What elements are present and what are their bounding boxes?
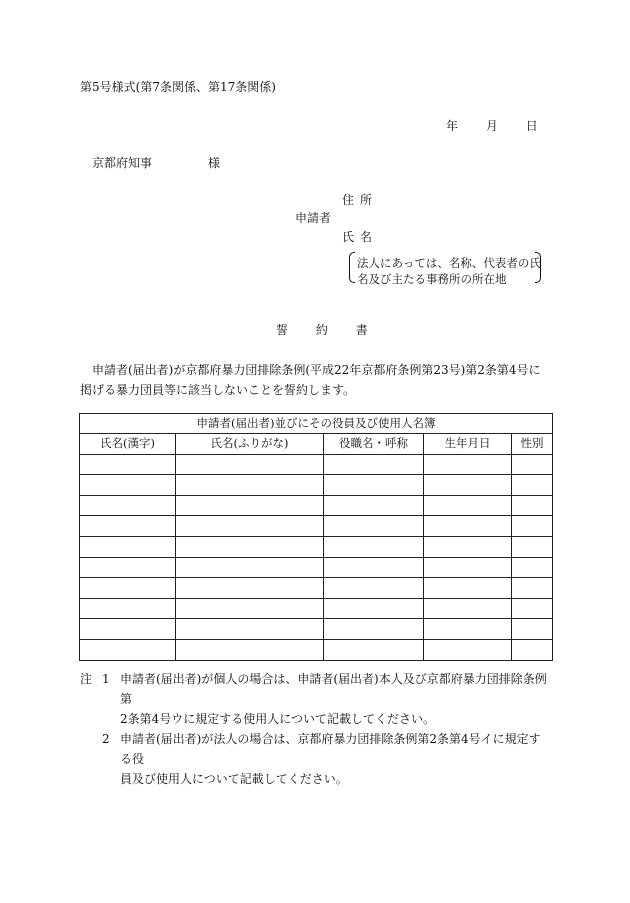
table-cell[interactable] [512,536,553,557]
table-row [80,578,553,599]
table-cell[interactable] [176,536,324,557]
table-cell[interactable] [80,619,176,640]
bracket-left [349,252,355,283]
table-row [80,598,553,619]
address-label: 住所 [342,193,379,207]
table-cell[interactable] [512,639,553,660]
note-number: 2 [102,732,110,746]
corporate-note [349,252,541,286]
table-cell[interactable] [80,454,176,475]
table-cell[interactable] [324,598,424,619]
table-cell[interactable] [512,475,553,496]
table-cell[interactable] [424,454,512,475]
table-cell[interactable] [80,495,176,516]
table-cell[interactable] [424,516,512,537]
table-cell[interactable] [424,495,512,516]
table-cell[interactable] [80,578,176,599]
name-label: 氏名 [342,230,379,244]
addressee [92,156,221,170]
applicant-label: 申請者 [295,211,332,225]
table-cell[interactable] [176,454,324,475]
date-year-label: 年 [446,119,459,133]
note-number: 1 [102,672,110,686]
table-row [80,639,553,660]
col-name-furigana: 氏名(ふりがな) [176,434,324,455]
table-cell[interactable] [176,578,324,599]
table-cell[interactable] [512,578,553,599]
col-birthdate: 生年月日 [424,434,512,455]
notes [80,669,552,789]
table-row [80,495,553,516]
table-cell[interactable] [324,639,424,660]
table-cell[interactable] [324,454,424,475]
form-number: 第5号様式(第7条関係、第17条関係) [80,80,276,94]
table-cell[interactable] [176,495,324,516]
roster-table [79,413,553,661]
table-cell[interactable] [512,557,553,578]
note-item [80,669,552,729]
table-cell[interactable] [324,536,424,557]
table-row [80,454,553,475]
table-cell[interactable] [176,619,324,640]
addressee-name: 京都府知事 [92,156,153,170]
roster-caption: 申請者(届出者)並びにその役員及び使用人名簿 [80,414,553,434]
table-cell[interactable] [176,598,324,619]
table-cell[interactable] [324,578,424,599]
roster-header-row [80,434,553,455]
note-item [80,729,552,789]
date-line [446,120,538,132]
col-title: 役職名・呼称 [324,434,424,455]
table-cell[interactable] [424,475,512,496]
table-cell[interactable] [176,475,324,496]
table-cell[interactable] [424,598,512,619]
table-cell[interactable] [324,495,424,516]
table-cell[interactable] [176,557,324,578]
table-cell[interactable] [324,475,424,496]
note-line: 申請者(届出者)が個人の場合は、申請者(届出者)本人及び京都府暴力団排除条例第 [120,672,547,706]
table-row [80,557,553,578]
note-line: 2条第4号ウに規定する使用人について記載してください。 [120,712,436,726]
table-cell[interactable] [80,516,176,537]
table-cell[interactable] [80,475,176,496]
table-cell[interactable] [424,536,512,557]
table-cell[interactable] [324,619,424,640]
date-day-label: 日 [525,119,538,133]
note-mark: 注 [80,672,93,686]
table-cell[interactable] [424,639,512,660]
addressee-honorific: 様 [208,156,221,170]
table-cell[interactable] [424,557,512,578]
table-row [80,516,553,537]
date-month-label: 月 [485,119,498,133]
title-char-3: 書 [355,323,368,337]
table-cell[interactable] [324,516,424,537]
table-cell[interactable] [512,598,553,619]
table-cell[interactable] [80,536,176,557]
corporate-note-line2: 名及び主たる事務所の所在地 [357,272,507,286]
table-cell[interactable] [512,619,553,640]
table-cell[interactable] [512,516,553,537]
table-cell[interactable] [324,557,424,578]
table-cell[interactable] [176,639,324,660]
col-gender: 性別 [512,434,553,455]
table-cell[interactable] [512,495,553,516]
table-cell[interactable] [80,639,176,660]
table-row [80,619,553,640]
corporate-note-line1: 法人にあっては、名称、代表者の氏 [357,256,541,270]
col-name-kanji: 氏名(漢字) [80,434,176,455]
table-cell[interactable] [80,598,176,619]
title-char-1: 誓 [276,323,289,337]
table-cell[interactable] [176,516,324,537]
table-cell[interactable] [80,557,176,578]
table-cell[interactable] [512,454,553,475]
table-cell[interactable] [424,619,512,640]
document-title [276,324,368,336]
title-char-2: 約 [315,323,328,337]
note-line: 申請者(届出者)が法人の場合は、京都府暴力団排除条例第2条第4号イに規定する役 [120,732,541,766]
table-row [80,475,553,496]
note-line: 員及び使用人について記載してください。 [120,772,348,786]
table-cell[interactable] [424,578,512,599]
pledge-text: 申請者(届出者)が京都府暴力団排除条例(平成22年京都府条例第23号)第2条第4号に掲げる暴力団員等に該当しないことを誓約します。 [80,363,541,397]
table-row [80,536,553,557]
